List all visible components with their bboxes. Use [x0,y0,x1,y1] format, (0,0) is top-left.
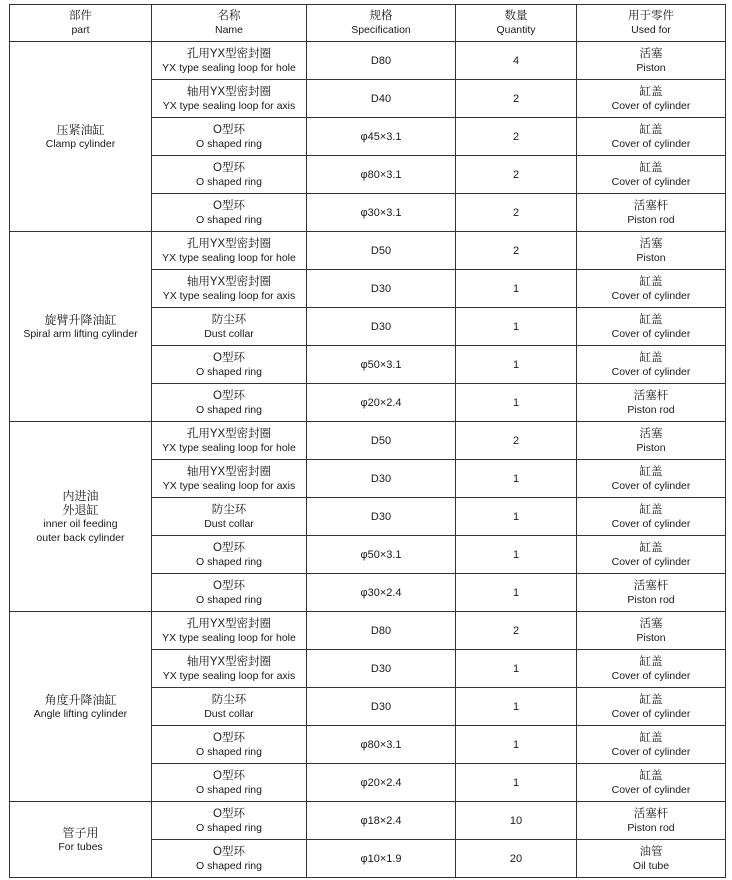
name-cell [152,764,307,802]
quantity-cell: 1 [456,270,577,308]
used-for-zh: 缸盖 [639,731,663,744]
used-for-cell [577,574,726,612]
quantity-cell: 4 [456,42,577,80]
spec-cell: φ80×3.1 [307,156,456,194]
seal-parts-table [9,4,726,878]
part-cell [10,422,152,612]
header-part-en: part [71,24,90,36]
used-for-en: Piston [636,251,666,264]
name-cell [152,308,307,346]
used-for-cell [577,422,726,460]
item-name-en: O shaped ring [196,403,262,416]
spec-cell: φ50×3.1 [307,346,456,384]
used-for-cell [577,80,726,118]
header-specification-en: Specification [351,24,411,36]
header-specification [307,5,456,42]
name-cell [152,802,307,840]
item-name-zh: O型环 [213,161,245,174]
spec-cell: φ80×3.1 [307,726,456,764]
table-row [10,612,726,650]
part-name-en: inner oil feeding [43,517,118,530]
quantity-cell: 1 [456,384,577,422]
used-for-cell [577,156,726,194]
used-for-cell [577,840,726,878]
used-for-cell [577,346,726,384]
quantity-cell: 2 [456,194,577,232]
spec-cell: D30 [307,650,456,688]
used-for-zh: 活塞 [639,47,663,60]
spec-cell: D30 [307,498,456,536]
header-used-for-en: Used for [631,24,671,36]
header-part [10,5,152,42]
name-cell [152,384,307,422]
name-cell [152,688,307,726]
spec-cell: D40 [307,80,456,118]
used-for-zh: 缸盖 [639,541,663,554]
used-for-cell [577,726,726,764]
name-cell [152,194,307,232]
used-for-en: Cover of cylinder [611,99,691,112]
name-cell [152,498,307,536]
item-name-zh: O型环 [213,579,245,592]
part-name-zh: 旋臂升降油缸 [44,312,117,327]
item-name-zh: O型环 [213,807,245,820]
used-for-en: Cover of cylinder [611,365,691,378]
quantity-cell: 1 [456,460,577,498]
used-for-zh: 活塞 [639,617,663,630]
spec-cell: φ20×2.4 [307,384,456,422]
spec-cell: φ45×3.1 [307,118,456,156]
item-name-en: O shaped ring [196,783,262,796]
used-for-cell [577,232,726,270]
spec-cell: φ20×2.4 [307,764,456,802]
used-for-cell [577,308,726,346]
used-for-en: Piston rod [627,213,675,226]
used-for-zh: 缸盖 [639,465,663,478]
used-for-zh: 活塞杆 [633,579,669,592]
table-row [10,42,726,80]
item-name-zh: O型环 [213,123,245,136]
part-cell [10,232,152,422]
used-for-en: Cover of cylinder [611,669,691,682]
name-cell [152,80,307,118]
name-cell [152,346,307,384]
item-name-zh: 轴用YX型密封圈 [186,655,272,668]
name-cell [152,650,307,688]
used-for-cell [577,536,726,574]
header-specification-zh: 规格 [369,10,393,22]
item-name-en: O shaped ring [196,213,262,226]
used-for-cell [577,460,726,498]
table-row [10,232,726,270]
item-name-zh: 孔用YX型密封圈 [186,47,272,60]
part-name-zh: 压紧油缸 [56,122,105,137]
item-name-zh: 孔用YX型密封圈 [186,237,272,250]
used-for-en: Cover of cylinder [611,783,691,796]
quantity-cell: 1 [456,498,577,536]
used-for-en: Cover of cylinder [611,707,691,720]
used-for-cell [577,118,726,156]
used-for-cell [577,764,726,802]
used-for-en: Cover of cylinder [611,555,691,568]
table-row [10,802,726,840]
header-row [10,5,726,42]
name-cell [152,270,307,308]
header-used-for-zh: 用于零件 [628,10,674,22]
part-name-zh: 外退缸 [62,502,99,517]
used-for-zh: 缸盖 [639,313,663,326]
header-name-zh: 名称 [217,10,241,22]
used-for-cell [577,498,726,536]
part-name-en: For tubes [58,840,103,853]
used-for-en: Piston rod [627,821,675,834]
quantity-cell: 2 [456,612,577,650]
spec-cell: φ10×1.9 [307,840,456,878]
quantity-cell: 1 [456,726,577,764]
spec-cell: φ18×2.4 [307,802,456,840]
used-for-zh: 缸盖 [639,85,663,98]
quantity-cell: 2 [456,422,577,460]
quantity-cell: 2 [456,80,577,118]
item-name-en: O shaped ring [196,593,262,606]
item-name-en: Dust collar [204,707,254,720]
used-for-cell [577,802,726,840]
item-name-zh: 轴用YX型密封圈 [186,275,272,288]
used-for-en: Cover of cylinder [611,745,691,758]
spec-cell: D30 [307,270,456,308]
spec-cell: D50 [307,232,456,270]
item-name-en: O shaped ring [196,137,262,150]
header-quantity-en: Quantity [496,24,536,36]
header-used-for [577,5,726,42]
used-for-zh: 活塞杆 [633,199,669,212]
used-for-cell [577,384,726,422]
used-for-zh: 活塞 [639,427,663,440]
item-name-en: YX type sealing loop for axis [162,99,296,112]
spec-cell: D30 [307,308,456,346]
used-for-zh: 缸盖 [639,769,663,782]
quantity-cell: 10 [456,802,577,840]
item-name-en: O shaped ring [196,175,262,188]
item-name-en: O shaped ring [196,745,262,758]
used-for-zh: 缸盖 [639,351,663,364]
item-name-en: O shaped ring [196,555,262,568]
used-for-en: Piston rod [627,403,675,416]
used-for-en: Cover of cylinder [611,327,691,340]
seal-parts-sheet [9,4,725,873]
header-name-en: Name [214,24,243,36]
quantity-cell: 20 [456,840,577,878]
used-for-cell [577,688,726,726]
used-for-cell [577,270,726,308]
item-name-en: YX type sealing loop for hole [162,631,296,644]
part-name-zh: 内进油 [62,488,99,503]
used-for-zh: 缸盖 [639,123,663,136]
spec-cell: φ30×3.1 [307,194,456,232]
used-for-cell [577,612,726,650]
name-cell [152,840,307,878]
name-cell [152,118,307,156]
name-cell [152,726,307,764]
header-quantity-zh: 数量 [504,10,528,22]
used-for-en: Piston [636,631,666,644]
used-for-en: Piston [636,61,666,74]
name-cell [152,232,307,270]
item-name-en: O shaped ring [196,365,262,378]
item-name-en: YX type sealing loop for axis [162,669,296,682]
used-for-en: Cover of cylinder [611,137,691,150]
item-name-en: YX type sealing loop for hole [162,441,296,454]
item-name-zh: 防尘环 [211,693,247,706]
used-for-zh: 缸盖 [639,161,663,174]
used-for-cell [577,650,726,688]
name-cell [152,574,307,612]
part-cell [10,612,152,802]
item-name-en: YX type sealing loop for hole [162,61,296,74]
spec-cell: φ50×3.1 [307,536,456,574]
used-for-zh: 油管 [639,845,663,858]
item-name-en: Dust collar [204,327,254,340]
part-name-zh: 角度升降油缸 [44,692,117,707]
item-name-zh: O型环 [213,769,245,782]
name-cell [152,536,307,574]
table-row [10,422,726,460]
spec-cell: φ30×2.4 [307,574,456,612]
part-cell [10,802,152,878]
item-name-zh: 孔用YX型密封圈 [186,617,272,630]
item-name-zh: O型环 [213,731,245,744]
quantity-cell: 1 [456,688,577,726]
used-for-cell [577,42,726,80]
part-name-zh: 管子用 [62,825,99,840]
item-name-en: YX type sealing loop for axis [162,289,296,302]
quantity-cell: 1 [456,650,577,688]
item-name-zh: O型环 [213,845,245,858]
used-for-zh: 活塞杆 [633,389,669,402]
used-for-zh: 缸盖 [639,655,663,668]
quantity-cell: 1 [456,574,577,612]
name-cell [152,42,307,80]
used-for-en: Piston rod [627,593,675,606]
quantity-cell: 1 [456,764,577,802]
item-name-en: O shaped ring [196,821,262,834]
part-cell [10,42,152,232]
spec-cell: D30 [307,688,456,726]
item-name-en: YX type sealing loop for axis [162,479,296,492]
used-for-zh: 缸盖 [639,693,663,706]
name-cell [152,460,307,498]
quantity-cell: 2 [456,156,577,194]
item-name-en: O shaped ring [196,859,262,872]
used-for-en: Cover of cylinder [611,479,691,492]
header-name [152,5,307,42]
used-for-zh: 缸盖 [639,275,663,288]
item-name-en: Dust collar [204,517,254,530]
used-for-en: Cover of cylinder [611,175,691,188]
part-name-en: outer back cylinder [36,531,125,544]
header-quantity [456,5,577,42]
used-for-en: Oil tube [632,859,670,872]
used-for-zh: 活塞 [639,237,663,250]
used-for-zh: 缸盖 [639,503,663,516]
name-cell [152,422,307,460]
header-part-zh: 部件 [69,10,92,22]
item-name-zh: O型环 [213,541,245,554]
part-name-en: Angle lifting cylinder [33,707,128,720]
item-name-zh: 孔用YX型密封圈 [186,427,272,440]
quantity-cell: 1 [456,308,577,346]
item-name-zh: O型环 [213,351,245,364]
table-body [10,42,726,878]
item-name-zh: 轴用YX型密封圈 [186,85,272,98]
quantity-cell: 2 [456,232,577,270]
spec-cell: D80 [307,612,456,650]
used-for-zh: 活塞杆 [633,807,669,820]
spec-cell: D50 [307,422,456,460]
quantity-cell: 1 [456,536,577,574]
name-cell [152,612,307,650]
item-name-zh: O型环 [213,199,245,212]
spec-cell: D30 [307,460,456,498]
item-name-zh: O型环 [213,389,245,402]
used-for-en: Piston [636,441,666,454]
quantity-cell: 2 [456,118,577,156]
item-name-en: YX type sealing loop for hole [162,251,296,264]
quantity-cell: 1 [456,346,577,384]
item-name-zh: 防尘环 [211,313,247,326]
part-name-en: Clamp cylinder [45,137,116,150]
name-cell [152,156,307,194]
part-name-en: Spiral arm lifting cylinder [23,327,138,340]
spec-cell: D80 [307,42,456,80]
used-for-cell [577,194,726,232]
used-for-en: Cover of cylinder [611,289,691,302]
used-for-en: Cover of cylinder [611,517,691,530]
item-name-zh: 轴用YX型密封圈 [186,465,272,478]
item-name-zh: 防尘环 [211,503,247,516]
